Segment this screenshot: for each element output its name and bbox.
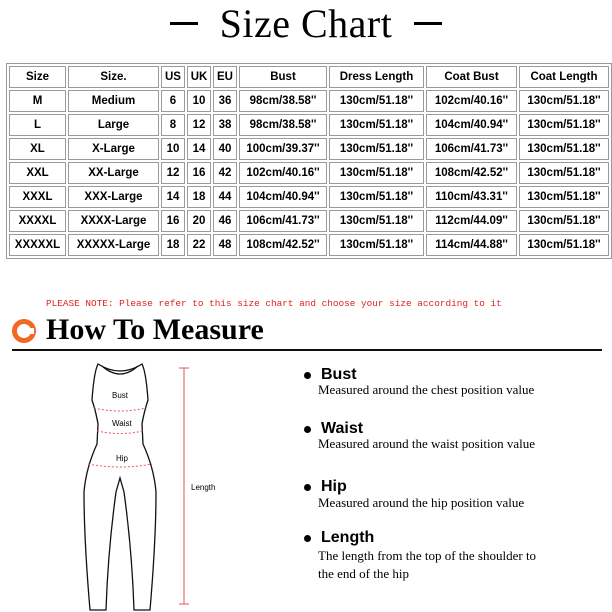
table-cell: 102cm/40.16'' <box>426 90 517 112</box>
table-cell: 102cm/40.16'' <box>239 162 327 184</box>
table-cell: 10 <box>161 138 185 160</box>
table-header-row <box>9 66 609 88</box>
table-cell: 130cm/51.18'' <box>329 186 424 208</box>
table-cell: 130cm/51.18'' <box>519 162 609 184</box>
table-cell: 130cm/51.18'' <box>329 210 424 232</box>
column-header: Coat Bust <box>426 66 517 88</box>
item-desc: Measured around the hip position value <box>318 495 525 510</box>
table-cell: 110cm/43.31'' <box>426 186 517 208</box>
hip-label: Hip <box>116 454 129 463</box>
table-cell: 114cm/44.88'' <box>426 234 517 256</box>
table-cell: 18 <box>161 234 185 256</box>
table-cell: 10 <box>187 90 211 112</box>
dot-icon <box>304 426 311 433</box>
table-cell: 12 <box>187 114 211 136</box>
table-row <box>9 138 609 160</box>
jumpsuit-figure <box>60 360 260 612</box>
measure-title: How To Measure <box>46 313 264 346</box>
table-cell: 130cm/51.18'' <box>519 114 609 136</box>
table-cell: 48 <box>213 234 237 256</box>
table-cell: 106cm/41.73'' <box>239 210 327 232</box>
table-cell: L <box>9 114 66 136</box>
table-cell: 12 <box>161 162 185 184</box>
table-cell: 8 <box>161 114 185 136</box>
table-cell: 14 <box>187 138 211 160</box>
item-desc: Measured around the chest position value <box>318 382 535 397</box>
table-cell: 42 <box>213 162 237 184</box>
table-cell: 46 <box>213 210 237 232</box>
table-cell: 130cm/51.18'' <box>519 90 609 112</box>
table-cell: Medium <box>68 90 159 112</box>
table-cell: X-Large <box>68 138 159 160</box>
table-cell: 104cm/40.94'' <box>239 186 327 208</box>
table-cell: XXXX-Large <box>68 210 159 232</box>
column-header: EU <box>213 66 237 88</box>
table-cell: 98cm/38.58'' <box>239 114 327 136</box>
table-cell: 130cm/51.18'' <box>519 210 609 232</box>
item-head: Waist <box>321 420 364 437</box>
hip-line <box>88 464 152 467</box>
column-header: Size <box>9 66 66 88</box>
item-head: Hip <box>321 478 347 495</box>
bust-line <box>94 408 146 411</box>
table-cell: 98cm/38.58'' <box>239 90 327 112</box>
jumpsuit-outline <box>84 364 156 610</box>
table-cell: 18 <box>187 186 211 208</box>
length-label: Length <box>191 483 216 492</box>
table-cell: 36 <box>213 90 237 112</box>
title-rule-left <box>170 22 198 25</box>
table-body <box>9 90 609 256</box>
table-cell: 38 <box>213 114 237 136</box>
table-cell: 6 <box>161 90 185 112</box>
size-chart-header <box>0 0 612 52</box>
table-cell: 130cm/51.18'' <box>329 162 424 184</box>
table-row <box>9 90 609 112</box>
table-cell: XXL <box>9 162 66 184</box>
item-desc: Measured around the waist position value <box>318 436 535 451</box>
table-cell: 100cm/39.37'' <box>239 138 327 160</box>
page-title: Size Chart <box>219 1 393 46</box>
item-desc: The length from the top of the shoulder to <box>318 548 537 563</box>
length-arrow <box>179 368 189 604</box>
table-cell: 22 <box>187 234 211 256</box>
table-cell: 130cm/51.18'' <box>519 186 609 208</box>
table-cell: 16 <box>161 210 185 232</box>
column-header: Bust <box>239 66 327 88</box>
please-note: PLEASE NOTE: Please refer to this size chart and choose your size according to it <box>46 298 502 309</box>
column-header: Dress Length <box>329 66 424 88</box>
table-cell: 20 <box>187 210 211 232</box>
column-header: US <box>161 66 185 88</box>
table-cell: XL <box>9 138 66 160</box>
size-table <box>6 63 612 259</box>
table-cell: 130cm/51.18'' <box>329 138 424 160</box>
item-head: Bust <box>321 366 357 383</box>
table-cell: 14 <box>161 186 185 208</box>
dot-icon <box>304 372 311 379</box>
table-cell: 130cm/51.18'' <box>329 90 424 112</box>
waist-label: Waist <box>112 419 132 428</box>
table-cell: XXXXL <box>9 210 66 232</box>
table-cell: 44 <box>213 186 237 208</box>
dot-icon <box>304 484 311 491</box>
dot-icon <box>304 535 311 542</box>
ring-icon <box>12 319 36 343</box>
column-header: Coat Length <box>519 66 609 88</box>
table-row <box>9 186 609 208</box>
item-head: Length <box>321 529 375 546</box>
column-header: UK <box>187 66 211 88</box>
table-cell: M <box>9 90 66 112</box>
table-cell: XX-Large <box>68 162 159 184</box>
table-cell: 40 <box>213 138 237 160</box>
column-header: Size. <box>68 66 159 88</box>
table-cell: 130cm/51.18'' <box>329 234 424 256</box>
table-cell: 106cm/41.73'' <box>426 138 517 160</box>
measure-rule <box>12 349 602 351</box>
table-cell: XXX-Large <box>68 186 159 208</box>
table-cell: 130cm/51.18'' <box>519 138 609 160</box>
table-cell: 130cm/51.18'' <box>519 234 609 256</box>
table-cell: 108cm/42.52'' <box>426 162 517 184</box>
table-cell: 16 <box>187 162 211 184</box>
table-cell: 108cm/42.52'' <box>239 234 327 256</box>
table-row <box>9 234 609 256</box>
waist-line <box>97 431 143 434</box>
table-cell: XXXXXL <box>9 234 66 256</box>
table-cell: 130cm/51.18'' <box>329 114 424 136</box>
table-row <box>9 210 609 232</box>
table-row <box>9 162 609 184</box>
title-rule-right <box>414 22 442 25</box>
item-desc: the end of the hip <box>318 566 409 581</box>
table-cell: 104cm/40.94'' <box>426 114 517 136</box>
table-cell: XXXXX-Large <box>68 234 159 256</box>
table-cell: 112cm/44.09'' <box>426 210 517 232</box>
table-cell: XXXL <box>9 186 66 208</box>
table-row <box>9 114 609 136</box>
table-cell: Large <box>68 114 159 136</box>
bust-label: Bust <box>112 391 129 400</box>
